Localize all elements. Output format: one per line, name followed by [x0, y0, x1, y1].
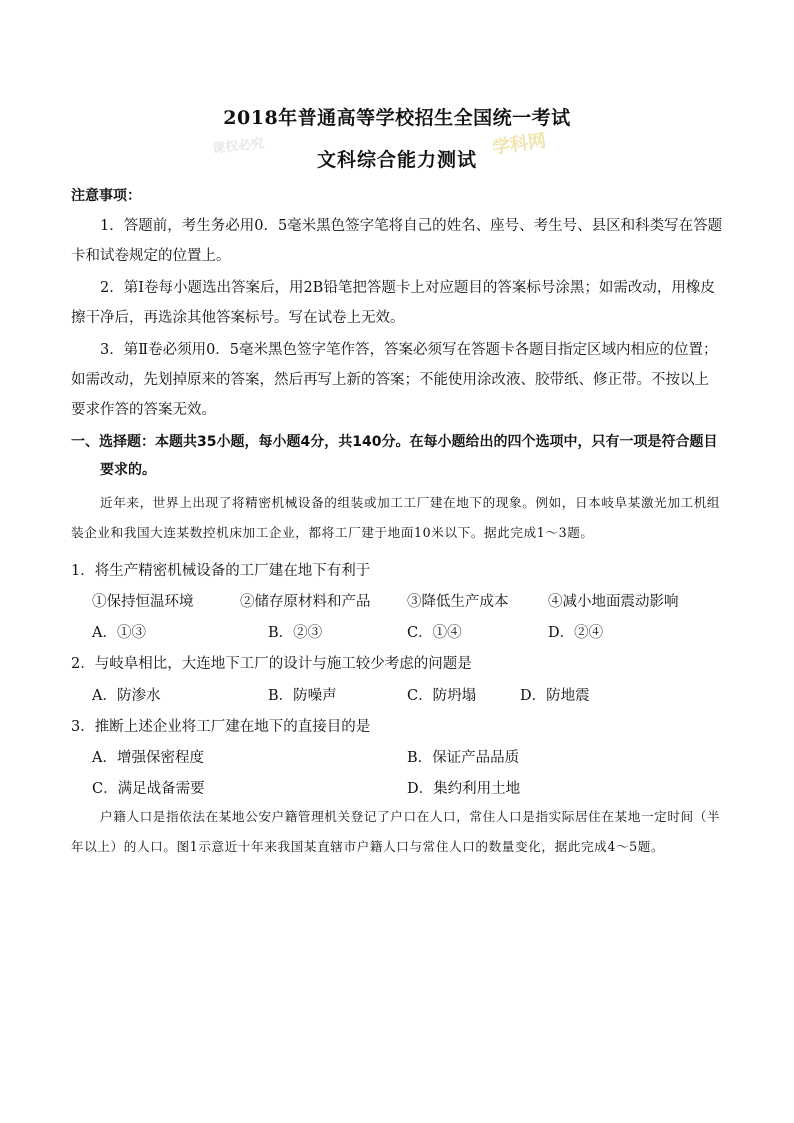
- section-heading-line1: 一、选择题：本题共35小题，每小题4分，共140分。在每小题给出的四个选项中，只有一项是符合题目: [71, 434, 718, 450]
- question-1-option-a[interactable]: A．①③: [92, 625, 146, 641]
- question-1-stem: 1．将生产精密机械设备的工厂建在地下有利于: [71, 563, 371, 579]
- notice-item-2: 2．第Ⅰ卷每小题选出答案后，用2B铅笔把答题卡上对应题目的答案标号涂黑；如需改动，用橡皮擦干净后，再选涂其他答案标号。写在试卷上无效。: [71, 280, 715, 326]
- question-2-option-a[interactable]: A．防渗水: [92, 688, 161, 704]
- question-1-option-b[interactable]: B．②③: [268, 625, 323, 641]
- question-3-option-a[interactable]: A．增强保密程度: [92, 750, 204, 766]
- section-heading-line2: 要求的。: [100, 462, 156, 478]
- question-2-option-c[interactable]: C．防坍塌: [407, 688, 477, 704]
- material-2: 户籍人口是指依法在某地公安户籍管理机关登记了户口在人口，常住人口是指实际居住在某地一定时间（半年以上）的人口。图1示意近十年来我国某直辖市户籍人口与常住人口的数量变化，据此完成4～5题。: [71, 809, 721, 854]
- question-2-option-b[interactable]: B．防噪声: [268, 688, 337, 704]
- question-2-stem: 2．与岐阜相比，大连地下工厂的设计与施工较少考虑的问题是: [71, 656, 472, 672]
- question-3-option-c[interactable]: C．满足战备需要: [92, 781, 205, 797]
- question-1-option-d[interactable]: D．②④: [548, 625, 604, 641]
- watermark-text: 课权必究: [211, 136, 265, 157]
- question-1-item: ②储存原材料和产品: [240, 594, 371, 610]
- notice-item-3: 3．第Ⅱ卷必须用0．5毫米黑色签字笔作答，答案必须写在答题卡各题目指定区域内相应的位置；如需改动，先划掉原来的答案，然后再写上新的答案；不能使用涂改液、胶带纸、修正带。不按以上要求作答的答案无效。: [71, 342, 718, 418]
- question-3-stem: 3．推断上述企业将工厂建在地下的直接目的是: [71, 719, 371, 735]
- section-heading: [71, 428, 731, 484]
- exam-title: 2018年普通高等学校招生全国统一考试: [223, 107, 571, 129]
- question-1-option-c[interactable]: C．①④: [407, 625, 462, 641]
- watermark-logo: 学科网: [491, 130, 548, 159]
- question-1-item: ③降低生产成本: [407, 594, 509, 610]
- exam-subtitle: 文科综合能力测试: [316, 149, 477, 171]
- question-1-item: ④减小地面震动影响: [548, 594, 679, 610]
- notice-heading: 注意事项：: [71, 188, 141, 204]
- notice-item-1: 1．答题前，考生务必用0．5毫米黑色签字笔将自己的姓名、座号、考生号、县区和科类写在答题卡和试卷规定的位置上。: [71, 218, 723, 264]
- question-2-option-d[interactable]: D．防地震: [520, 688, 590, 704]
- question-1-item: ①保持恒温环境: [92, 594, 194, 610]
- question-3-option-b[interactable]: B．保证产品品质: [407, 750, 520, 766]
- question-3-option-d[interactable]: D．集约利用土地: [407, 781, 521, 797]
- material-1: 近年来，世界上出现了将精密机械设备的组装或加工工厂建在地下的现象。例如，日本岐阜某激光加工机组装企业和我国大连某数控机床加工企业，都将工厂建于地面10米以下。据此完成1～3题。: [71, 495, 721, 540]
